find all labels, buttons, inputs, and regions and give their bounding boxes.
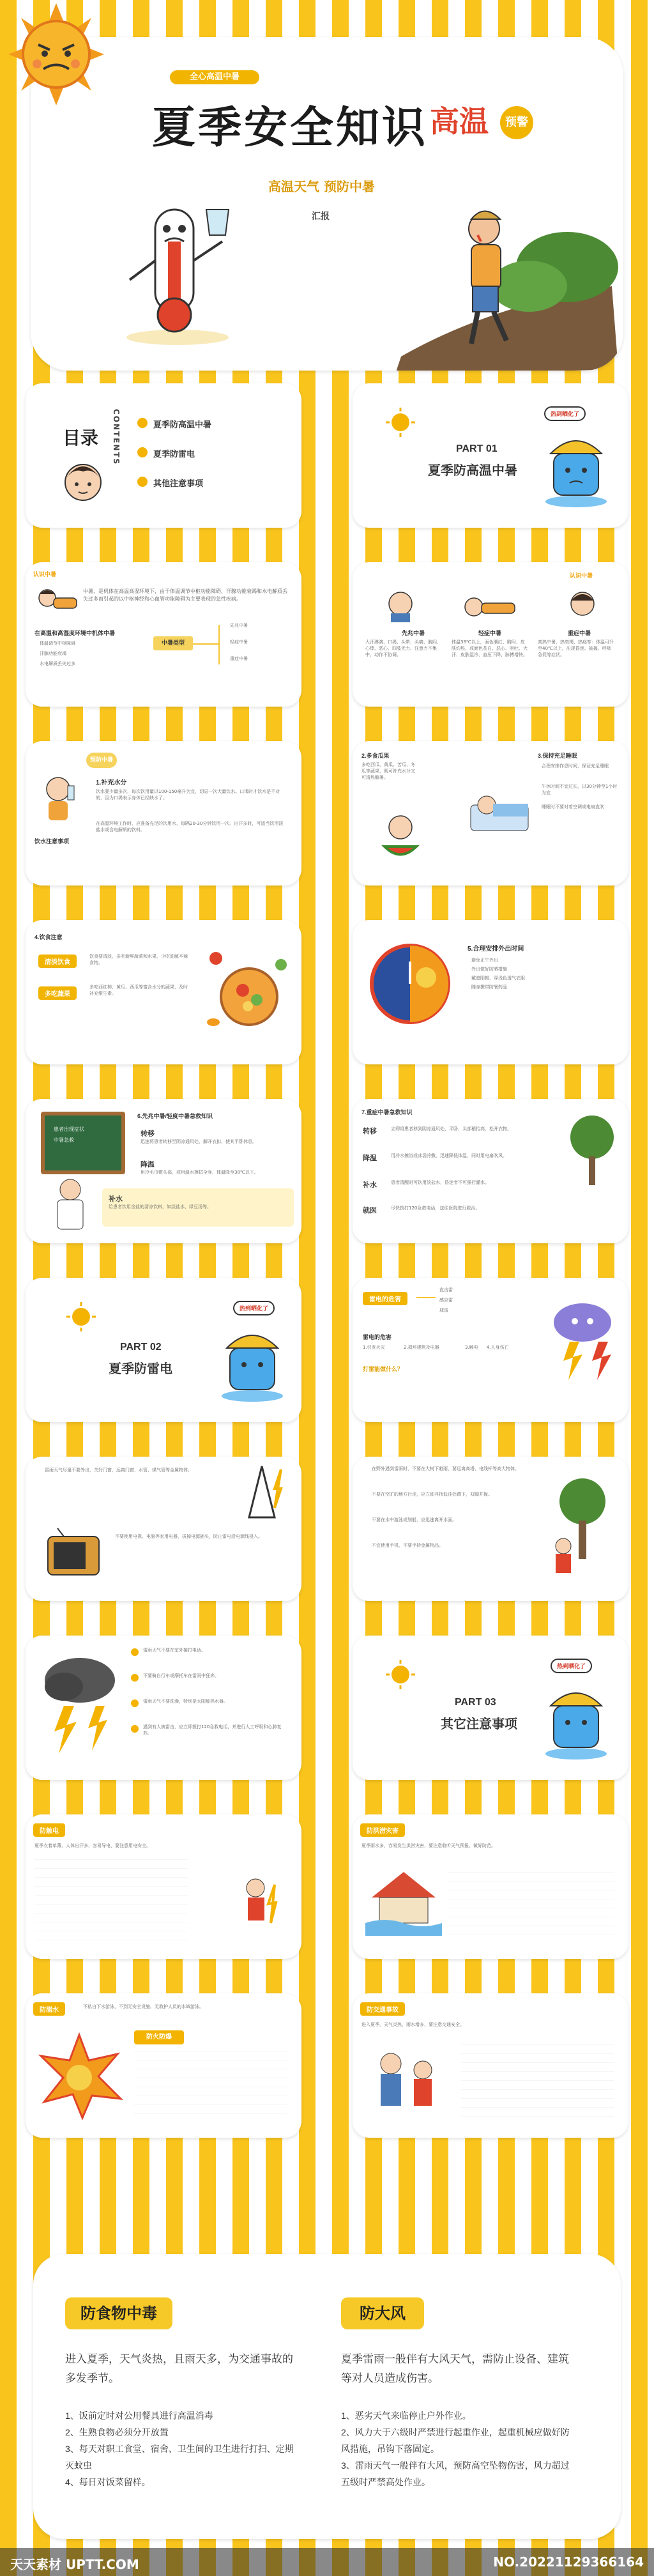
cover-subtitle: 高温天气 预防中暑: [268, 179, 375, 194]
lightning-harm-3: 3.触电: [465, 1345, 478, 1350]
lightning-question: 打雷能做什么？: [363, 1367, 404, 1373]
explosion-icon: [34, 2032, 124, 2121]
lightning-tip-5: 不要在水中游泳或划船，应迅速离开水面。: [372, 1517, 457, 1522]
heat-intro-point-1: 体温调节中枢障碍: [40, 641, 75, 646]
melting-icecube-character-illustration: [214, 1322, 291, 1406]
lightning-tip2-3: 雷雨天气不要洗澡，特别是太阳能热水器。: [143, 1699, 228, 1704]
cover-title: 夏季安全知识: [152, 103, 429, 152]
melting-icecube-character-illustration: [538, 428, 614, 511]
chalkboard: [41, 1112, 125, 1174]
board-line-2: 中暑急救: [54, 1137, 74, 1143]
wind-point-3: 雷雨天气一般伴有大风，预防高空坠物伤害，风力超过五级时严禁高处作业。: [341, 2460, 570, 2487]
sleep-sub-1: 2.多食瓜果: [361, 753, 390, 759]
sweating-kid-icon: [378, 588, 423, 623]
traffic-tag: 防交通事故: [360, 2002, 405, 2016]
wind-title: 防大风: [341, 2297, 424, 2329]
heat-types-card: [353, 562, 628, 707]
prevent-side-label: 饮水注意事项: [34, 839, 70, 845]
part2-card: [26, 1278, 301, 1422]
heat-type-name-2: 轻症中暑: [478, 630, 501, 636]
severe-step-4-name: 就医: [363, 1206, 377, 1215]
thirsty-kid-icon: [36, 773, 80, 824]
warning-badge: 预警: [500, 106, 533, 139]
toc-sun-bullet-2: [137, 447, 148, 457]
severe-card: [353, 1099, 628, 1243]
food-point-2: 生熟食物必须分开放置: [79, 2427, 169, 2437]
watermark-left: 天天素材 UPTT.COM: [10, 2557, 139, 2572]
heat-type-label: 中暑类型: [153, 636, 193, 650]
wind-intro: 夏季雷雨一般伴有大风天气，需防止设备、建筑等对人员造成伤害。: [341, 2353, 569, 2384]
prevent-card: [26, 741, 301, 885]
firstaid-sub: 6.先兆中暑/轻度中暑急救知识: [137, 1113, 213, 1119]
heat-type-desc-3: 高热中暑、热衰竭、热痉挛：体温可升至40℃以上，出现昏迷、抽搐、呼吸急促等症状。: [538, 640, 614, 657]
family-traffic-icon: [365, 2044, 455, 2121]
flooded-house-icon: [365, 1866, 442, 1936]
heat-intro-point-2: 汗腺功能衰竭: [40, 651, 66, 656]
girl-face-icon: [57, 454, 109, 505]
heat-intro-text: 中暑，是机体在高温高湿环境下，由于体温调节中枢功能障碍、汗腺功能衰竭和水电解质丢失过多而引起的以中枢神经和心血管功能障碍为主要表现的急性疾病。: [83, 588, 287, 602]
sleep-text-1: 多吃西瓜、黄瓜、苦瓜、冬瓜等蔬果，既可补充水分又可清热解暑。: [361, 762, 415, 780]
sick-kid-icon: [560, 588, 605, 623]
sleep-sub-2: 3.保持充足睡眠: [538, 753, 577, 759]
toc-item-2[interactable]: 夏季防雷电: [153, 449, 195, 459]
part3-bubble: 热到晒化了: [551, 1659, 592, 1673]
part3-title: 其它注意事项: [441, 1717, 517, 1731]
tree-shade-icon: [563, 1112, 621, 1188]
part2-title: 夏季防雷电: [109, 1362, 172, 1376]
lightning-tip2-4: 遇到有人被雷击，应立即拨打120急救电话，并进行人工呼吸和心肺复苏。: [143, 1724, 282, 1736]
part3-card: [353, 1636, 628, 1780]
prevent-text-1: 饮水要少量多次，每次饮用量以100-150毫升为宜，切忌一次大量饮水。口渴时才饮水是不对的，因为口渴表示身体已经缺水了。: [96, 789, 280, 801]
sun-icon: [384, 406, 416, 438]
sun-icon: [65, 1301, 97, 1333]
lying-boy-icon: [34, 585, 79, 617]
lightning-type-2: 感应雷: [439, 1298, 453, 1303]
lightning-tip-1: 雷雨天气尽量不要外出，关好门窗，远离门窗、水管、煤气管等金属物体。: [45, 1468, 192, 1473]
heat-intro-tag: 认识中暑: [33, 572, 57, 578]
lightning-tips-right-card: [353, 1457, 628, 1601]
sleep-point-2: 午休时间不宜过长，以30分钟至1小时为宜: [542, 784, 618, 795]
wind-point-1: 恶劣天气来临停止户外作业。: [354, 2411, 471, 2421]
food-point-4: 每日对饭菜留样。: [79, 2477, 151, 2487]
sleeping-child-icon: [468, 779, 531, 837]
toc-item-3[interactable]: 其他注意事项: [153, 479, 204, 488]
cover-report: 汇报: [312, 211, 330, 222]
heat-type-3: 重症中暑: [230, 656, 248, 661]
flood-tag: 防洪涝灾害: [360, 1823, 405, 1837]
heat-type-desc-1: 大汗淋漓、口渴、头晕、头痛、胸闷、心悸、恶心、四肢无力、注意力不集中、动作不协调。: [365, 640, 441, 657]
day-night-clock-icon: [365, 933, 455, 1035]
wind-points-list: 1、恶劣天气来临停止户外作业。 2、风力大于六级时严禁进行起重作业，起重机械应做好防风措施，吊钩下落固定。 3、雷雨天气一般伴有大风，预防高空坠物伤害，风力超过五级时严禁高处作业。: [341, 2411, 570, 2487]
firstaid-step-2-name: 降温: [141, 1160, 155, 1169]
outdoor-point-2: 外出做好防晒措施: [471, 967, 507, 972]
food-points-list: 1、饭前定时对公用餐具进行高温消毒 2、生熟食物必须分开放置 3、每天对职工食堂、宿舍、卫生间的卫生进行打扫、定期灭蚊虫 4、每日对饭菜留样。: [65, 2411, 294, 2487]
part1-title: 夏季防高温中暑: [428, 464, 517, 478]
sun-icon: [384, 1659, 416, 1690]
lightning-harm-2: 2.损坏建筑及电器: [404, 1345, 439, 1350]
firstaid-step-3-desc: 给患者饮用含盐的清凉饮料，如淡盐水、绿豆汤等。: [109, 1204, 211, 1209]
drown-tag: 防溺水: [33, 2002, 65, 2016]
firstaid-step-1-name: 转移: [141, 1130, 155, 1138]
severe-sub: 7.重症中暑急救知识: [361, 1109, 413, 1116]
outdoor-card: [353, 920, 628, 1064]
heat-intro-point-3: 水电解质丢失过多: [40, 661, 75, 666]
sleep-point-3: 睡眠时不要对着空调或电扇直吹: [542, 804, 604, 809]
outdoor-point-4: 随身携带防暑药品: [471, 985, 507, 990]
severe-step-3-name: 补水: [363, 1181, 377, 1189]
lightning-tip-3: 在野外遇到雷雨时，不要在大树下避雨，要远离高塔、电线杆等高大物体。: [372, 1466, 519, 1471]
heat-intro-question: 在高温和高湿度环境中机体中暑: [34, 631, 116, 637]
electrocuted-person-icon: [230, 1872, 294, 1942]
vegetables-salad-bowl-icon: [198, 939, 294, 1041]
sleep-card: [353, 741, 628, 885]
food-point-1: 饭前定时对公用餐具进行高温消毒: [79, 2411, 213, 2421]
traffic-text: 进入夏季，天气炎热，雨水增多，要注意交通安全。: [361, 2022, 464, 2027]
heat-types-tag: 认识中暑: [570, 573, 593, 579]
toc-sun-bullet-1: [137, 418, 148, 428]
toc-heading: 目录: [63, 427, 99, 448]
severe-step-2-name: 降温: [363, 1154, 377, 1162]
lightning-tip-2: 不要使用电视、电脑等家用电器，拔掉电源插头，防止雷电沿电源线侵入。: [115, 1534, 262, 1539]
doctor-icon: [45, 1176, 96, 1233]
food-title: 防食物中毒: [65, 2297, 172, 2329]
firstaid-step-3-name: 补水: [109, 1195, 123, 1203]
diet-label-1: 清淡饮食: [38, 954, 77, 968]
flood-card: [353, 1814, 628, 1959]
part1-card: [353, 383, 628, 528]
storm-cloud-icon: [544, 1291, 621, 1386]
severe-step-1-name: 转移: [363, 1127, 377, 1135]
traffic-card: [353, 1993, 628, 2138]
firstaid-step-2-desc: 用冷毛巾敷头部，或用温水擦拭全身，体温降至38℃以下。: [141, 1170, 259, 1175]
diet-text-1: 饮食要清淡，多吃新鲜蔬菜和水果，少吃油腻辛辣食物。: [89, 954, 188, 965]
drown-card: [26, 1993, 301, 2138]
toc-item-1[interactable]: 夏季防高温中暑: [153, 420, 212, 429]
heat-intro-card: [26, 562, 301, 707]
part3-label: PART 03: [455, 1697, 496, 1708]
prevent-sub: 1.补充水分: [96, 779, 127, 786]
firstaid-step-1-desc: 迅速将患者转移至阴凉通风处，解开衣扣，使其平卧休息。: [141, 1139, 257, 1144]
heat-type-name-3: 重症中暑: [567, 630, 591, 636]
diet-label-2: 多吃蔬果: [38, 986, 77, 1000]
lightning-type-1: 直击雷: [439, 1287, 453, 1292]
firstaid-card: [26, 1099, 301, 1243]
final-card: [33, 2254, 621, 2539]
watermark-bar: [0, 2548, 654, 2576]
severe-step-4-desc: 尽快拨打120急救电话，送往医院进行救治。: [391, 1206, 480, 1211]
part2-bubble: 热到晒化了: [233, 1301, 275, 1315]
lightning-tip2-1: 雷雨天气不要在室外接打电话。: [143, 1648, 206, 1653]
flood-text: 夏季雨水多，容易发生洪涝灾害，要注意收听天气预报，做好防范。: [361, 1843, 496, 1848]
kid-eating-watermelon-icon: [378, 811, 423, 862]
drown-sub: 防火防爆: [134, 2030, 184, 2044]
lightning-tip2-2: 不要骑自行车或摩托车在雷雨中狂奔。: [143, 1673, 219, 1678]
toc-card: [26, 383, 301, 528]
prevent-text-2: 在高温环境工作时，应准备充足的饮用水，每隔20-30分钟饮用一次。出汗多时，可适当饮用淡盐水或含电解质的饮料。: [96, 821, 284, 832]
lightning-card: [353, 1278, 628, 1422]
sleep-point-1: 合理安排作息时间，保证充足睡眠: [542, 763, 609, 769]
heat-type-2: 轻症中暑: [230, 640, 248, 645]
severe-step-2-desc: 用冷水擦浴或冰袋冷敷，迅速降低体温，同时用电扇吹风。: [391, 1153, 507, 1158]
lightning-harm-4: 4.人身伤亡: [487, 1345, 509, 1350]
heat-type-name-1: 先兆中暑: [401, 630, 425, 636]
tired-man-illustration: [376, 190, 618, 371]
lightning-tips2-card: [26, 1636, 301, 1780]
kid-under-tree-icon: [544, 1476, 621, 1578]
part2-label: PART 02: [120, 1342, 162, 1353]
lightning-type-3: 球雷: [439, 1308, 448, 1313]
power-tower-lightning-icon: [230, 1463, 294, 1521]
lightning-tag: 雷电的危害: [363, 1292, 407, 1305]
diet-card: [26, 920, 301, 1064]
melting-icecube-character-illustration: [538, 1680, 614, 1763]
electric-text: 夏季衣着单薄，人体出汗多，容易导电，要注意用电安全。: [34, 1843, 151, 1848]
diet-sub: 4.饮食注意: [34, 934, 63, 940]
thermometer-character-illustration: [117, 184, 238, 350]
lightning-tips-left-card: [26, 1457, 301, 1601]
fainted-person-icon: [461, 588, 519, 623]
drown-text: 不私自下水游泳，不到无安全设施、无救护人员的水域游泳。: [83, 2004, 204, 2009]
watermark-right: NO.20221129366164: [493, 2554, 644, 2570]
outdoor-sub: 5.合理安排外出时间: [468, 946, 524, 953]
severe-step-1-desc: 立即将患者移到阴凉通风处，平卧，头部稍抬高，松开衣物。: [391, 1126, 512, 1131]
dark-storm-cloud-icon: [38, 1648, 121, 1757]
lightning-harm-1: 1.引发火灾: [363, 1345, 385, 1350]
electric-card: [26, 1814, 301, 1959]
food-intro: 进入夏季，天气炎热，且雨天多，为交通事故的多发季节。: [65, 2353, 293, 2384]
severe-step-3-desc: 患者清醒时可饮用淡盐水，昏迷者不可强行灌水。: [391, 1180, 489, 1185]
heat-type-desc-2: 体温38℃以上，面色潮红、胸闷、皮肤灼热，或面色苍白、恶心、呕吐、大汗、皮肤湿冷、血压下降、脉搏增快。: [452, 640, 528, 657]
toc-sun-bullet-3: [137, 477, 148, 487]
angry-sun-icon: [5, 0, 107, 109]
wind-point-2: 风力大于六级时严禁进行起重作业，起重机械应做好防风措施，吊钩下落固定。: [341, 2427, 570, 2454]
heat-type-1: 先兆中暑: [230, 623, 248, 628]
old-tv-icon: [45, 1527, 102, 1584]
food-point-3: 每天对职工食堂、宿舍、卫生间的卫生进行打扫、定期灭蚊虫: [65, 2444, 294, 2471]
lightning-tip-4: 不要在空旷的地方行走，应立即寻找低洼处蹲下，双脚并拢。: [372, 1492, 492, 1497]
cover-card: [31, 37, 623, 371]
diet-text-2: 多吃西红柿、黄瓜、西瓜等富含水分的蔬果，及时补充维生素。: [89, 985, 188, 996]
toc-heading-en: CONTENTS: [112, 409, 121, 466]
electric-tag: 防触电: [33, 1823, 65, 1837]
lightning-tip-6: 不宜使用手机，不要手持金属物品。: [372, 1543, 443, 1548]
lightning-label: 雷电的危害: [363, 1335, 392, 1341]
part1-label: PART 01: [456, 443, 498, 454]
prevent-tag: 预防中暑: [86, 753, 117, 768]
cover-title-accent: 高温: [430, 104, 489, 139]
cover-tag: 全心高温中暑: [170, 70, 259, 84]
outdoor-point-1: 避免正午外出: [471, 958, 498, 963]
part1-bubble: 热到晒化了: [544, 406, 586, 421]
outdoor-point-3: 戴遮阳帽、穿浅色透气衣服: [471, 976, 525, 981]
board-line-1: 患者出现症状: [54, 1126, 84, 1132]
